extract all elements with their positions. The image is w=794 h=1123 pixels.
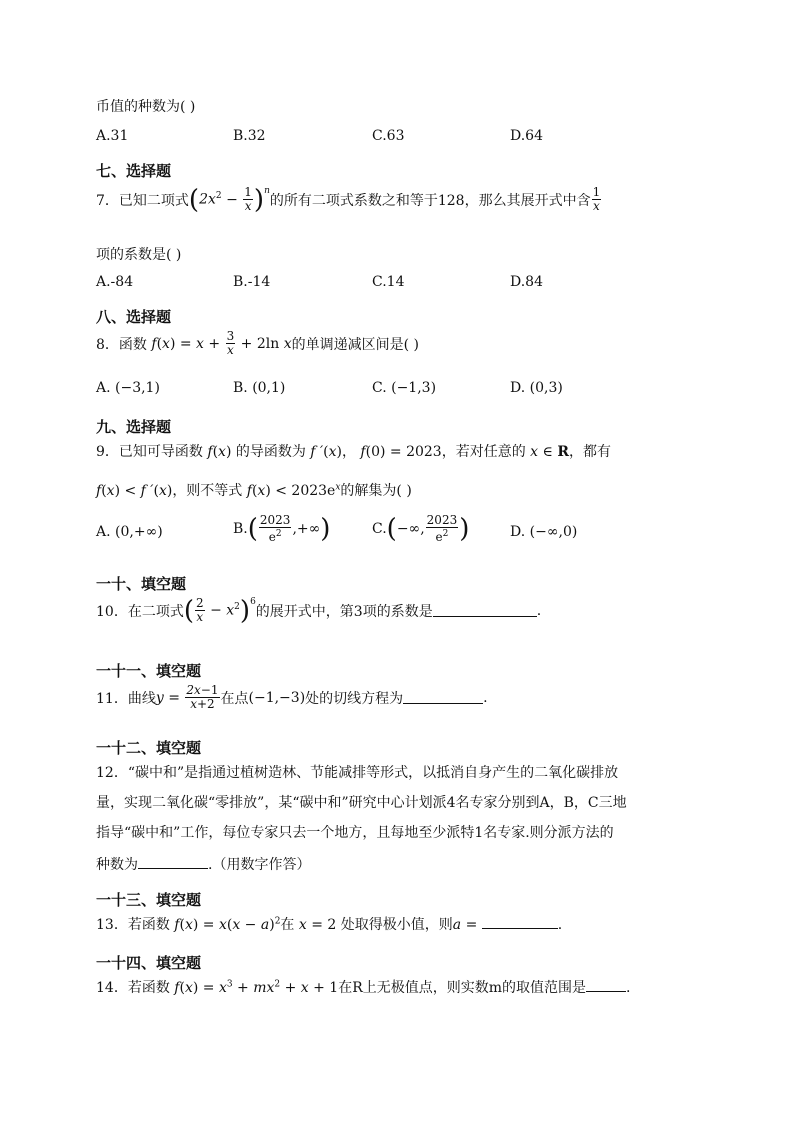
section-10-title: 一十、填空题 [96,575,187,593]
q13-answer-blank[interactable] [482,916,558,929]
q6-stem: 币值的种数为( ) [96,99,196,115]
q7-one-over-x: $\frac{1}{x}$ [592,185,601,213]
q9-option-a: A. (0,+∞) [96,524,163,540]
q7-stem-line2: 项的系数是( ) [96,247,182,263]
section-14-title: 一十四、填空题 [96,954,202,972]
q9-option-b: B. ( $\frac{2023}{e^2}$ ,+∞ ) [233,513,331,544]
q8-option-c: C. (−1,3) [372,380,437,396]
q8-stem: 8．函数 f ( x ) = x + $\frac{3}{x}$ + 2ln x 的单调递减区间是( ) [96,329,419,357]
section-11-title: 一十一、填空题 [96,662,202,680]
q7-stem: 7．已知二项式 ( $2x^2$ − $\frac{1}{x}$ ) $^n$ 的所有二项式系数之和等于128，那么其展开式中含 $\frac{1}{x}$ [96,184,601,215]
q12-answer-blank[interactable] [138,856,208,869]
q7-option-c: C.14 [372,274,405,290]
q10-answer-blank[interactable] [433,604,537,617]
q6-option-b: B.32 [233,128,266,144]
section-13-title: 一十三、填空题 [96,891,202,909]
q12-line2: 量，实现二氧化碳“零排放”，某“碳中和”研究中心计划派4名专家分别到A，B，C三地 [96,795,627,811]
q11-stem: 11．曲线 y = $\frac{2x-1}{x+2}$ 在点 (−1,−3) 处的切线方程为 . [96,683,488,711]
q12-line3: 指导“碳中和”工作，每位专家只去一个地方，且每地至少派特1名专家.则分派方法的 [96,825,614,841]
q6-option-c: C.63 [372,128,405,144]
q13-stem: 13．若函数 $f(x) = x(x - a)^2$在 x = 2 处取得极小值，则a = . [96,916,563,933]
section-12-title: 一十二、填空题 [96,739,202,757]
q6-option-a: A.31 [96,128,129,144]
q8-option-b: B. (0,1) [233,380,286,396]
q6-option-d: D.64 [510,128,543,144]
q8-option-d: D. (0,3) [510,380,563,396]
q10-stem: 10．在二项式 ( $\frac{2}{x}$ − $x^2$ ) $^6$ 的展开式中，第3项的系数是 . [96,595,542,626]
q7-option-a: A.-84 [96,274,134,290]
q9-option-c: C. ( −∞, $\frac{2023}{e^2}$ ) [372,513,470,544]
q9-stem-line2: f(x) < f ′(x)，则不等式 $f(x) < 2023e^x$的解集为( ) [96,482,412,499]
q12-line4: 种数为 .（用数字作答） [96,857,311,873]
q14-stem: 14．若函数 $f(x) = x^3 + mx^2 + x + 1$在R上无极值点，则实数m的取值范围是 . [96,979,631,996]
section-7-title: 七、选择题 [96,162,172,180]
section-9-title: 九、选择题 [96,418,172,436]
q8-function: f ( x ) = x + $\frac{3}{x}$ + 2ln x [146,329,292,357]
q11-answer-blank[interactable] [403,691,483,704]
q14-answer-blank[interactable] [586,979,626,992]
q9-stem-line1: 9．已知可导函数 f(x) 的导函数为 f ′(x)， f(0) = 2023，若对任意的 x ∈ R，都有 [96,444,611,460]
q7-option-d: D.84 [510,274,543,290]
section-8-title: 八、选择题 [96,308,172,326]
q7-binomial: ( $2x^2$ − $\frac{1}{x}$ ) $^n$ [188,184,270,215]
q8-option-a: A. (−3,1) [96,380,160,396]
q12-line1: 12．“碳中和”是指通过植树造林、节能减排等形式，以抵消自身产生的二氧化碳排放 [96,765,619,781]
q7-option-b: B.-14 [233,274,271,290]
q9-option-d: D. (−∞,0) [510,524,578,540]
